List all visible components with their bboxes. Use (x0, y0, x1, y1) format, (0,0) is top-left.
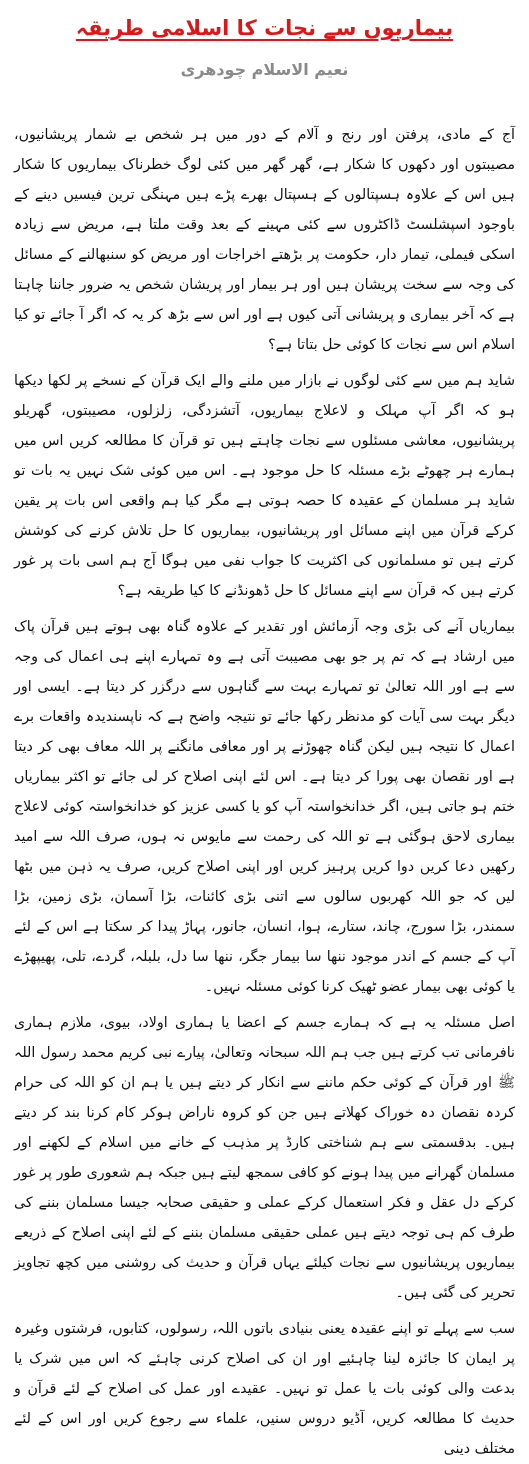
article-body (14, 120, 515, 1464)
author-name: نعیم الاسلام چودھری (180, 60, 349, 79)
paragraph: شاید ہم میں سے کئی لوگوں نے بازار میں ملنے والے ایک قرآن کے نسخے پر لکھا دیکھا ہو کہ اگر آپ مہلک و لاعلاج بیماریوں، آتشزدگی، زلزلوں، مصیبتوں، گھریلو پریشانیوں، معاشی مسئلوں سے نجات چاہتے ہیں تو قرآن کا مطالعہ کریں اس میں ہمارے ہر چھوٹے بڑے مسئلہ کا حل موجود ہے۔ اس میں کوئی شک نہیں یہ بات تو شاید ہر مسلمان کے عقیدہ کا حصہ ہوتی ہے مگر کیا ہم واقعی اس بات پر یقین کرکے قرآن میں اپنے مسائل اور پریشانیوں، بیماریوں کا حل تلاش کرنے کی کوشش کرتے ہیں تو مسلمانوں کی اکثریت کا جواب نفی میں ہوگا آج ہم اسی بات پر غور کرتے ہیں کہ قرآن سے اپنے مسائل کا حل ڈھونڈنے کا کیا طریقہ ہے؟ (14, 373, 515, 599)
paragraph: بیماریاں آنے کی بڑی وجہ آزمائش اور تقدیر کے علاوہ گناہ بھی ہوتے ہیں قرآن پاک میں ارشاد ہے کہ تم پر جو بھی مصیبت آتی ہے وہ تمہارے اپنے ہی اعمال کی وجہ سے ہے اور اللہ تعالیٰ تو تمہارے بہت سے گناہوں سے درگزر کر دیتا ہے۔ ایسی اور دیگر بہت سی آیات کو مدنظر رکھا جائے تو نتیجہ واضح ہے کہ ناپسندیدہ واقعات برے اعمال کا نتیجہ ہیں لیکن گناہ چھوڑنے پر اور معافی مانگنے پر اللہ معاف بھی کر دیتا ہے اور نقصان بھی پورا کر دیتا ہے۔ اس لئے اپنی اصلاح کر لی جائے تو اکثر بیماریاں ختم ہو جاتی ہیں، اگر خدانخواستہ آپ کو یا کسی عزیز کو خدانخواستہ کوئی لاعلاج بیماری لاحق ہوگئی ہے تو اللہ کی رحمت سے مایوس نہ ہوں، صرف اللہ سے امید رکھیں دعا کریں دوا کریں پرہیز کریں اور اپنی اصلاح کریں، صرف یہ ذہن میں بٹھا لیں کہ جو اللہ کھربوں سالوں سے اتنی بڑی کائنات، بڑا آسمان، بڑی زمین، بڑا سمندر، بڑا سورج، چاند، ستارے، ہوا، انسان، جانور، پہاڑ پیدا کر سکتا ہے اس کے لئے آپ کے جسم کے اندر موجود ننھا سا بیمار جگر، ننھا سا دل، بلبلہ، گردے، تلی، پھیپھڑے یا کوئی بھی بیمار عضو ٹھیک کرنا کوئی مسئلہ نہیں۔ (14, 619, 515, 995)
article-title: بیماریوں سے نجات کا اسلامی طریقہ (75, 16, 454, 40)
paragraph: اصل مسئلہ یہ ہے کہ ہمارے جسم کے اعضا یا ہماری اولاد، بیوی، ملازم ہماری نافرمانی تب کرتے ہیں جب ہم اللہ سبحانہ وتعالیٰ، پیارے نبی کریم محمد رسول اللہ ﷺ اور قرآن کے کوئی حکم ماننے سے انکار کر دیتے ہیں یا ہم ان کو اللہ کی حرام کردہ نقصان دہ خوراک کھلاتے ہیں جن کو کروہ ناراض ہوکر کام کرنا بند کر دیتے ہیں۔ بدقسمتی سے ہم شناختی کارڈ پر مذہب کے خانے میں اسلام کے لکھنے اور مسلمان گھرانے میں پیدا ہونے کو کافی سمجھ لیتے ہیں جبکہ ہم شعوری طور پر غور کرکے دل عقل و فکر استعمال کرکے عملی و حقیقی صحابہ جیسا مسلمان بننے کی طرف کم ہی توجہ دیتے ہیں عملی حقیقی مسلمان بننے کے لئے اپنی اصلاح کے ذریعے بیماریوں پریشانیوں سے نجات کیلئے یہاں قرآن و حدیث کی روشنی میں کچھ تجاویز تحریر کی گئی ہیں۔ (14, 1015, 515, 1301)
paragraph: سب سے پہلے تو اپنے عقیدہ یعنی بنیادی باتوں اللہ، رسولوں، کتابوں، فرشتوں وغیرہ پر ایمان کا جائزہ لینا چاہئیے اور ان کی اصلاح کرنی چاہئے کہ اس میں شرک یا بدعت والی کوئی بات یا عمل تو نہیں۔ عقیدے اور عمل کی اصلاح کے لئے قرآن و حدیث کا مطالعہ کریں، آڈیو دروس سنیں، علماء سے رجوع کریں اور اس کے لئے مختلف دینی (14, 1321, 515, 1457)
paragraph: آج کے مادی، پرفتن اور رنج و آلام کے دور میں ہر شخص بے شمار پریشانیوں، مصیبتوں اور دکھوں کا شکار ہے، گھر گھر میں کئی لوگ خطرناک بیماریوں کا شکار ہیں اس کے علاوہ ہسپتالوں کے ہسپتال بھرے پڑے ہیں مہنگی ترین فیسیں دینے کے باوجود اسپشلسٹ ڈاکٹروں سے کئی مہینے کے بعد وقت ملتا ہے، مریض سے زیادہ اسکی فیملی، تیمار دار، حکومت پر بڑھتے اخراجات اور مریض کو سنبھالنے کے مسائل کی وجہ سے سخت پریشان ہیں اور ہر بیمار اور پریشان شخص یہ ضرور جاننا چاہتا ہے کہ آخر بیماری و پریشانی آتی کیوں ہے اور اس سے بڑھ کر یہ کہ اگر آ جائے تو کیا اسلام اس سے نجات کا کوئی حل بتاتا ہے؟ (14, 127, 515, 353)
